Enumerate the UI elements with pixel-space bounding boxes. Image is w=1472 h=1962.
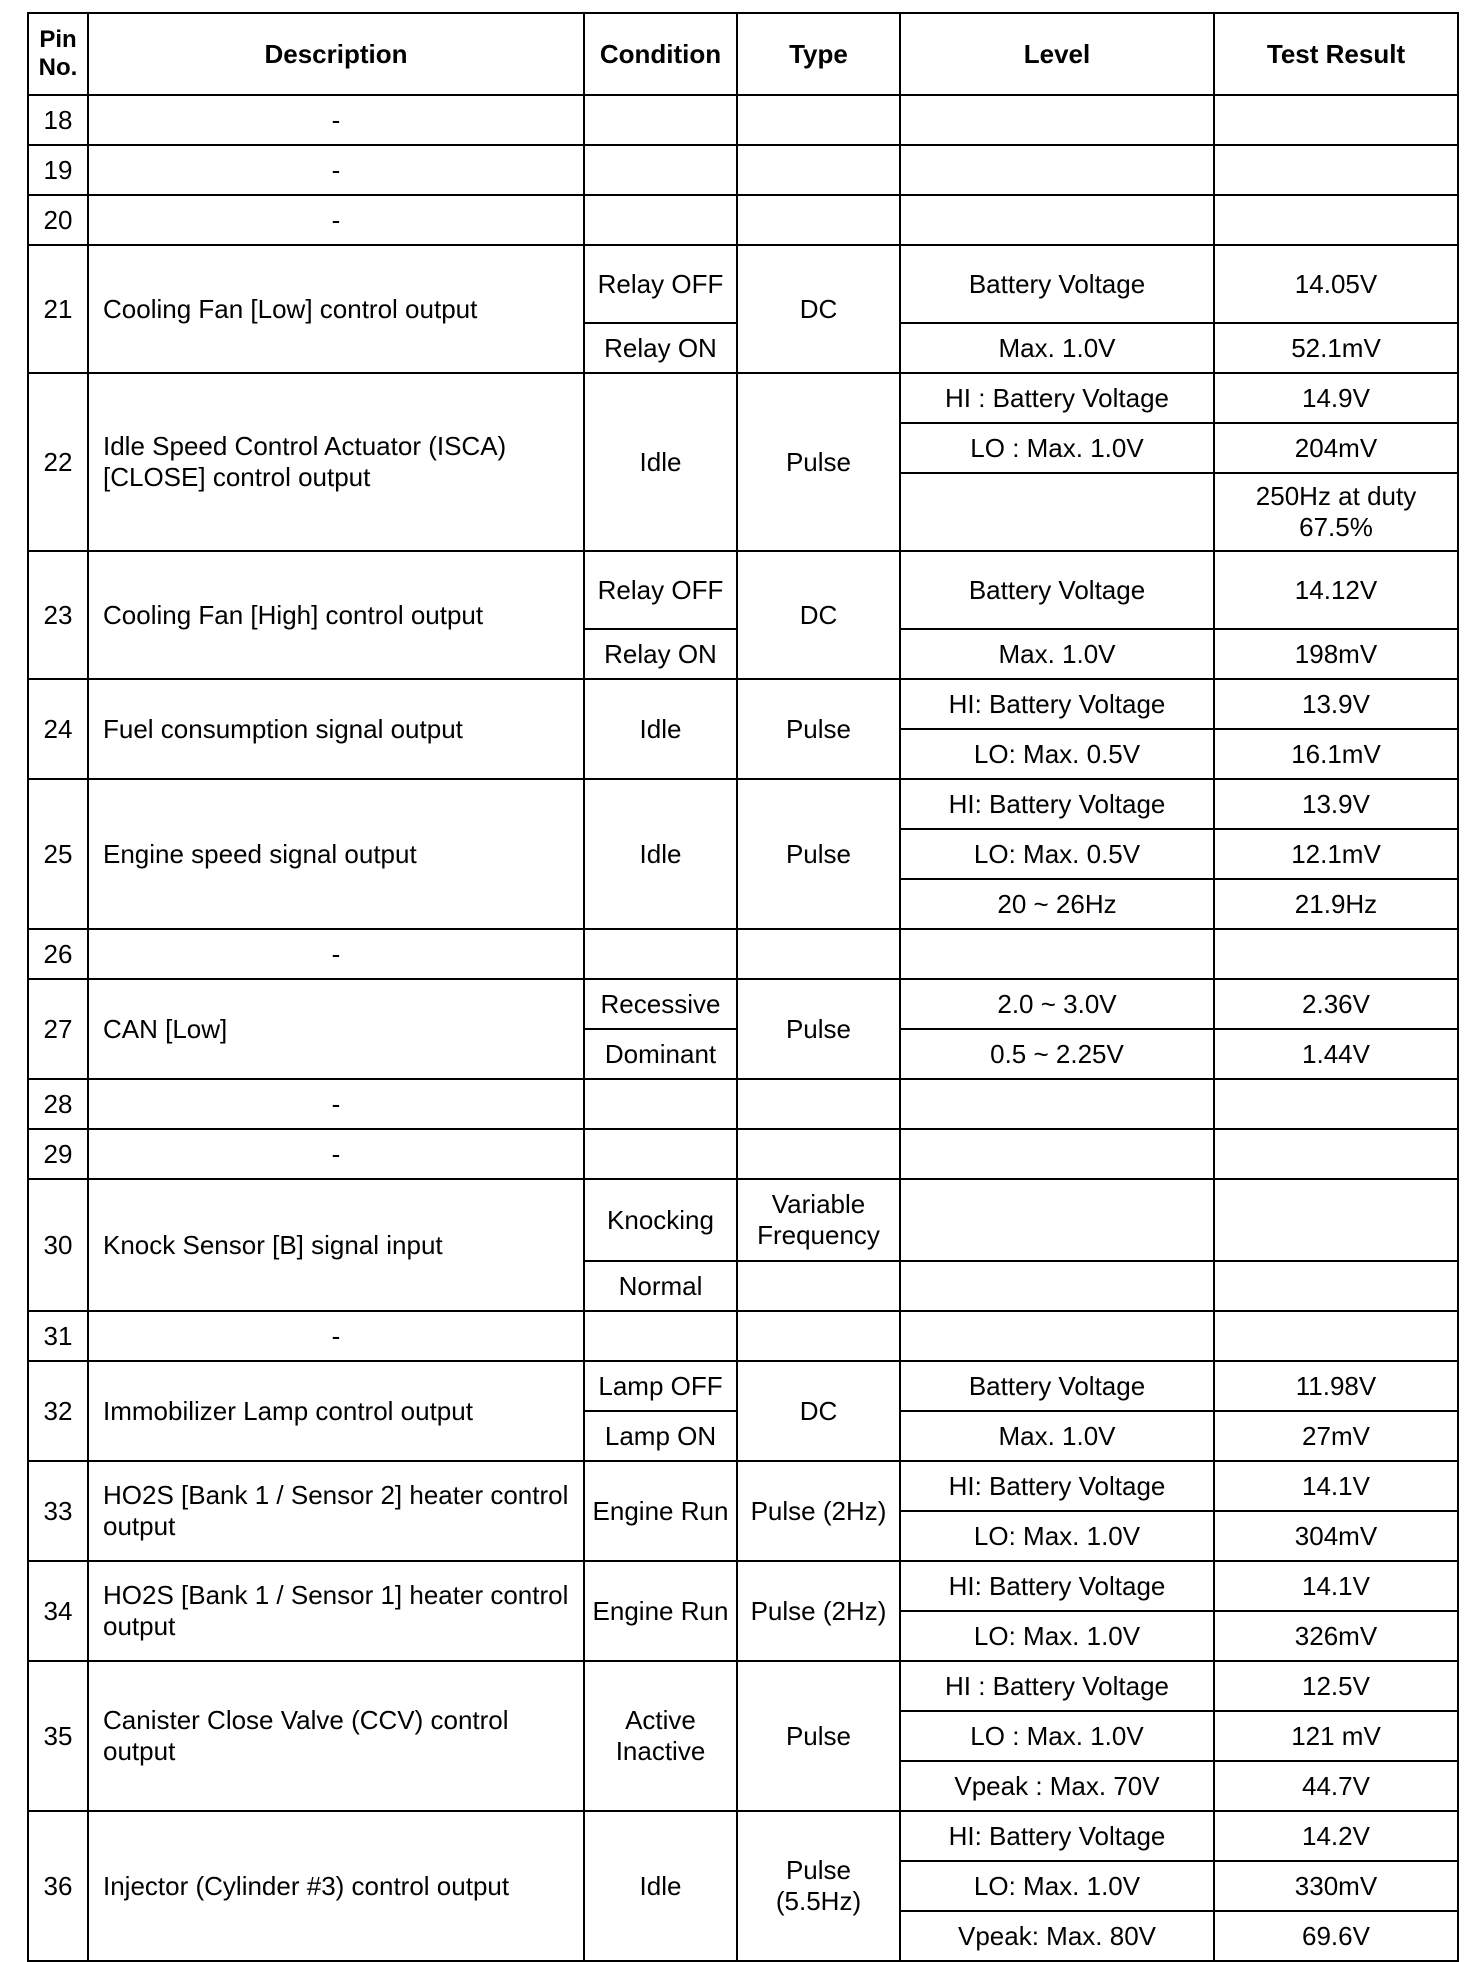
type: Pulse (5.5Hz) — [737, 1811, 900, 1961]
header-description: Description — [88, 13, 584, 95]
test-result: 11.98V — [1214, 1361, 1458, 1411]
condition: Knocking — [584, 1179, 737, 1261]
table-row — [28, 145, 1458, 195]
level: Vpeak: Max. 80V — [900, 1911, 1214, 1961]
level: Max. 1.0V — [900, 1411, 1214, 1461]
type-cell — [737, 95, 900, 145]
level: HI: Battery Voltage — [900, 679, 1214, 729]
test-result: 16.1mV — [1214, 729, 1458, 779]
type-cell — [737, 929, 900, 979]
header-condition: Condition — [584, 13, 737, 95]
level: Battery Voltage — [900, 1361, 1214, 1411]
condition: Active Inactive — [584, 1661, 737, 1811]
description: HO2S [Bank 1 / Sensor 2] heater control output — [88, 1461, 584, 1561]
level: LO: Max. 1.0V — [900, 1511, 1214, 1561]
test-result: 14.05V — [1214, 245, 1458, 323]
pin-table-wrapper — [27, 12, 1457, 1962]
type: DC — [737, 551, 900, 679]
level: Max. 1.0V — [900, 629, 1214, 679]
description: - — [88, 95, 584, 145]
header-type: Type — [737, 13, 900, 95]
level: Battery Voltage — [900, 245, 1214, 323]
level: Vpeak : Max. 70V — [900, 1761, 1214, 1811]
pin-no: 21 — [28, 245, 88, 373]
result-cell — [1214, 195, 1458, 245]
test-result: 12.5V — [1214, 1661, 1458, 1711]
test-result: 44.7V — [1214, 1761, 1458, 1811]
condition: Engine Run — [584, 1561, 737, 1661]
description: - — [88, 1129, 584, 1179]
level: Battery Voltage — [900, 551, 1214, 629]
header-row — [28, 13, 1458, 95]
type: Pulse — [737, 1661, 900, 1811]
condition-cell — [584, 1311, 737, 1361]
level: LO: Max. 0.5V — [900, 729, 1214, 779]
table-row — [28, 1129, 1458, 1179]
result-cell — [1214, 1179, 1458, 1261]
test-result: 52.1mV — [1214, 323, 1458, 373]
table-row — [28, 373, 1458, 423]
test-result: 250Hz at duty 67.5% — [1214, 473, 1458, 551]
condition: Idle — [584, 1811, 737, 1961]
table-row — [28, 1461, 1458, 1511]
description: Canister Close Valve (CCV) control output — [88, 1661, 584, 1811]
pin-no: 28 — [28, 1079, 88, 1129]
level: LO: Max. 1.0V — [900, 1861, 1214, 1911]
test-result: 2.36V — [1214, 979, 1458, 1029]
header-test-result: Test Result — [1214, 13, 1458, 95]
description: Immobilizer Lamp control output — [88, 1361, 584, 1461]
condition: Relay ON — [584, 323, 737, 373]
description: - — [88, 1079, 584, 1129]
table-row — [28, 551, 1458, 629]
description: - — [88, 145, 584, 195]
condition-cell — [584, 195, 737, 245]
pin-no: 35 — [28, 1661, 88, 1811]
result-cell — [1214, 1129, 1458, 1179]
test-result: 12.1mV — [1214, 829, 1458, 879]
level-cell — [900, 145, 1214, 195]
test-result: 121 mV — [1214, 1711, 1458, 1761]
type-cell — [737, 145, 900, 195]
description: - — [88, 195, 584, 245]
condition-cell — [584, 95, 737, 145]
condition: Dominant — [584, 1029, 737, 1079]
table-row — [28, 1361, 1458, 1411]
description: Knock Sensor [B] signal input — [88, 1179, 584, 1311]
pin-no: 33 — [28, 1461, 88, 1561]
table-row — [28, 1079, 1458, 1129]
level: Max. 1.0V — [900, 323, 1214, 373]
level: HI: Battery Voltage — [900, 779, 1214, 829]
level: HI: Battery Voltage — [900, 1461, 1214, 1511]
condition-cell — [584, 1129, 737, 1179]
level-cell — [900, 929, 1214, 979]
table-row — [28, 779, 1458, 829]
condition: Relay OFF — [584, 245, 737, 323]
level: HI : Battery Voltage — [900, 373, 1214, 423]
description: Idle Speed Control Actuator (ISCA) [CLOSE] control output — [88, 373, 584, 551]
description: Cooling Fan [High] control output — [88, 551, 584, 679]
type: Pulse (2Hz) — [737, 1561, 900, 1661]
pin-no: 22 — [28, 373, 88, 551]
table-row — [28, 1311, 1458, 1361]
description: HO2S [Bank 1 / Sensor 1] heater control output — [88, 1561, 584, 1661]
type: Pulse — [737, 373, 900, 551]
type: DC — [737, 245, 900, 373]
condition-cell — [584, 1079, 737, 1129]
test-result: 14.9V — [1214, 373, 1458, 423]
level: HI: Battery Voltage — [900, 1561, 1214, 1611]
test-result: 1.44V — [1214, 1029, 1458, 1079]
table-row — [28, 195, 1458, 245]
condition: Lamp ON — [584, 1411, 737, 1461]
type: Pulse — [737, 779, 900, 929]
table-row — [28, 1179, 1458, 1261]
header-level: Level — [900, 13, 1214, 95]
condition: Normal — [584, 1261, 737, 1311]
description: CAN [Low] — [88, 979, 584, 1079]
result-cell — [1214, 1261, 1458, 1311]
condition: Idle — [584, 779, 737, 929]
level: LO: Max. 0.5V — [900, 829, 1214, 879]
pin-no: 23 — [28, 551, 88, 679]
level-cell — [900, 1261, 1214, 1311]
test-result: 304mV — [1214, 1511, 1458, 1561]
pin-no: 27 — [28, 979, 88, 1079]
description: Engine speed signal output — [88, 779, 584, 929]
result-cell — [1214, 145, 1458, 195]
table-row — [28, 1661, 1458, 1711]
description: - — [88, 1311, 584, 1361]
table-row — [28, 929, 1458, 979]
level: LO : Max. 1.0V — [900, 423, 1214, 473]
pin-no: 26 — [28, 929, 88, 979]
pin-no: 32 — [28, 1361, 88, 1461]
level-cell — [900, 95, 1214, 145]
condition: Engine Run — [584, 1461, 737, 1561]
type-cell — [737, 1311, 900, 1361]
test-result: 13.9V — [1214, 679, 1458, 729]
level-cell — [900, 1129, 1214, 1179]
result-cell — [1214, 1079, 1458, 1129]
pin-no: 31 — [28, 1311, 88, 1361]
table-row — [28, 979, 1458, 1029]
result-cell — [1214, 929, 1458, 979]
condition: Idle — [584, 373, 737, 551]
type-cell — [737, 1261, 900, 1311]
test-result: 326mV — [1214, 1611, 1458, 1661]
condition: Idle — [584, 679, 737, 779]
test-result: 14.1V — [1214, 1561, 1458, 1611]
test-result: 14.2V — [1214, 1811, 1458, 1861]
condition: Recessive — [584, 979, 737, 1029]
condition-cell — [584, 145, 737, 195]
table-row — [28, 1561, 1458, 1611]
table-row — [28, 245, 1458, 323]
test-result: 27mV — [1214, 1411, 1458, 1461]
pin-no: 25 — [28, 779, 88, 929]
result-cell — [1214, 95, 1458, 145]
test-result: 330mV — [1214, 1861, 1458, 1911]
pin-no: 19 — [28, 145, 88, 195]
test-result: 21.9Hz — [1214, 879, 1458, 929]
type-cell — [737, 195, 900, 245]
level: 2.0 ~ 3.0V — [900, 979, 1214, 1029]
level: 0.5 ~ 2.25V — [900, 1029, 1214, 1079]
level-cell — [900, 195, 1214, 245]
description: Injector (Cylinder #3) control output — [88, 1811, 584, 1961]
description: Fuel consumption signal output — [88, 679, 584, 779]
test-result: 13.9V — [1214, 779, 1458, 829]
pin-no: 30 — [28, 1179, 88, 1311]
test-result: 14.1V — [1214, 1461, 1458, 1511]
type: Pulse — [737, 679, 900, 779]
condition: Relay OFF — [584, 551, 737, 629]
level-cell — [900, 1311, 1214, 1361]
type: Variable Frequency — [737, 1179, 900, 1261]
pin-no: 29 — [28, 1129, 88, 1179]
test-result: 14.12V — [1214, 551, 1458, 629]
condition: Relay ON — [584, 629, 737, 679]
condition: Lamp OFF — [584, 1361, 737, 1411]
test-result: 69.6V — [1214, 1911, 1458, 1961]
pin-no: 36 — [28, 1811, 88, 1961]
description: Cooling Fan [Low] control output — [88, 245, 584, 373]
pin-test-table — [27, 12, 1459, 1962]
table-row — [28, 1811, 1458, 1861]
level: HI : Battery Voltage — [900, 1661, 1214, 1711]
level: LO: Max. 1.0V — [900, 1611, 1214, 1661]
pin-no: 24 — [28, 679, 88, 779]
type: DC — [737, 1361, 900, 1461]
level-cell — [900, 1079, 1214, 1129]
type: Pulse — [737, 979, 900, 1079]
type-cell — [737, 1079, 900, 1129]
result-cell — [1214, 1311, 1458, 1361]
level — [900, 473, 1214, 551]
description: - — [88, 929, 584, 979]
table-row — [28, 95, 1458, 145]
test-result: 204mV — [1214, 423, 1458, 473]
header-pin-no: Pin No. — [28, 13, 88, 95]
type-cell — [737, 1129, 900, 1179]
condition-cell — [584, 929, 737, 979]
table-row — [28, 679, 1458, 729]
level: HI: Battery Voltage — [900, 1811, 1214, 1861]
level: 20 ~ 26Hz — [900, 879, 1214, 929]
level-cell — [900, 1179, 1214, 1261]
test-result: 198mV — [1214, 629, 1458, 679]
pin-no: 34 — [28, 1561, 88, 1661]
level: LO : Max. 1.0V — [900, 1711, 1214, 1761]
type: Pulse (2Hz) — [737, 1461, 900, 1561]
pin-no: 18 — [28, 95, 88, 145]
pin-no: 20 — [28, 195, 88, 245]
